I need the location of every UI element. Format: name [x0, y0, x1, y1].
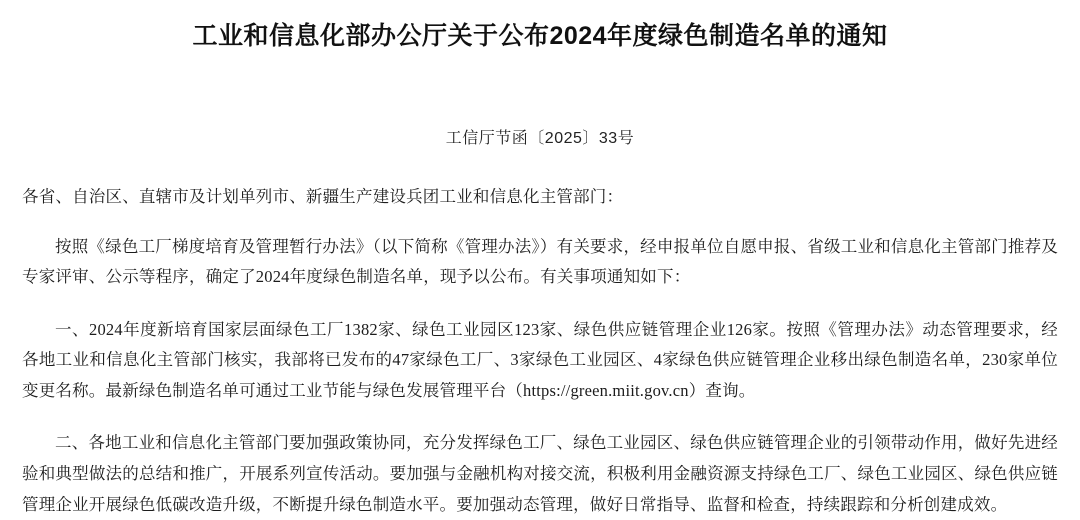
document-number: 工信厅节函〔2025〕33号: [445, 129, 635, 147]
paragraph-intro: 按照《绿色工厂梯度培育及管理暂行办法》（以下简称《管理办法》）有关要求，经申报单位自愿申报、省级工业和信息化主管部门推荐及专家评审、公示等程序，确定了2024年度绿色制造名单，现予以公布。有关事项通知如下：: [22, 236, 1058, 287]
salutation: 各省、自治区、直辖市及计划单列市、新疆生产建设兵团工业和信息化主管部门：: [22, 186, 624, 206]
paragraph-item-1: 一、2024年度新培育国家层面绿色工厂1382家、绿色工业园区123家、绿色供应链管理企业126家。按照《管理办法》动态管理要求，经各地工业和信息化主管部门核实，我部将已发布的47家绿色工厂、3家绿色工业园区、4家绿色供应链管理企业移出绿色制造名单，230家单位变更名称。最新绿色制造名单可通过工业节能与绿色发展管理平台（https://green.miit.gov.cn）查询。: [22, 319, 1058, 400]
paragraph-item-2: 二、各地工业和信息化主管部门要加强政策协同，充分发挥绿色工厂、绿色工业园区、绿色供应链管理企业的引领带动作用，做好先进经验和典型做法的总结和推广，开展系列宣传活动。要加强与金融机构对接交流，积极利用金融资源支持绿色工厂、绿色工业园区、绿色供应链管理企业开展绿色低碳改造升级，不断提升绿色制造水平。要加强动态管理，做好日常指导、监督和检查，持续跟踪和分析创建成效。: [22, 433, 1058, 514]
page-title: 工业和信息化部办公厅关于公布2024年度绿色制造名单的通知: [192, 22, 888, 50]
